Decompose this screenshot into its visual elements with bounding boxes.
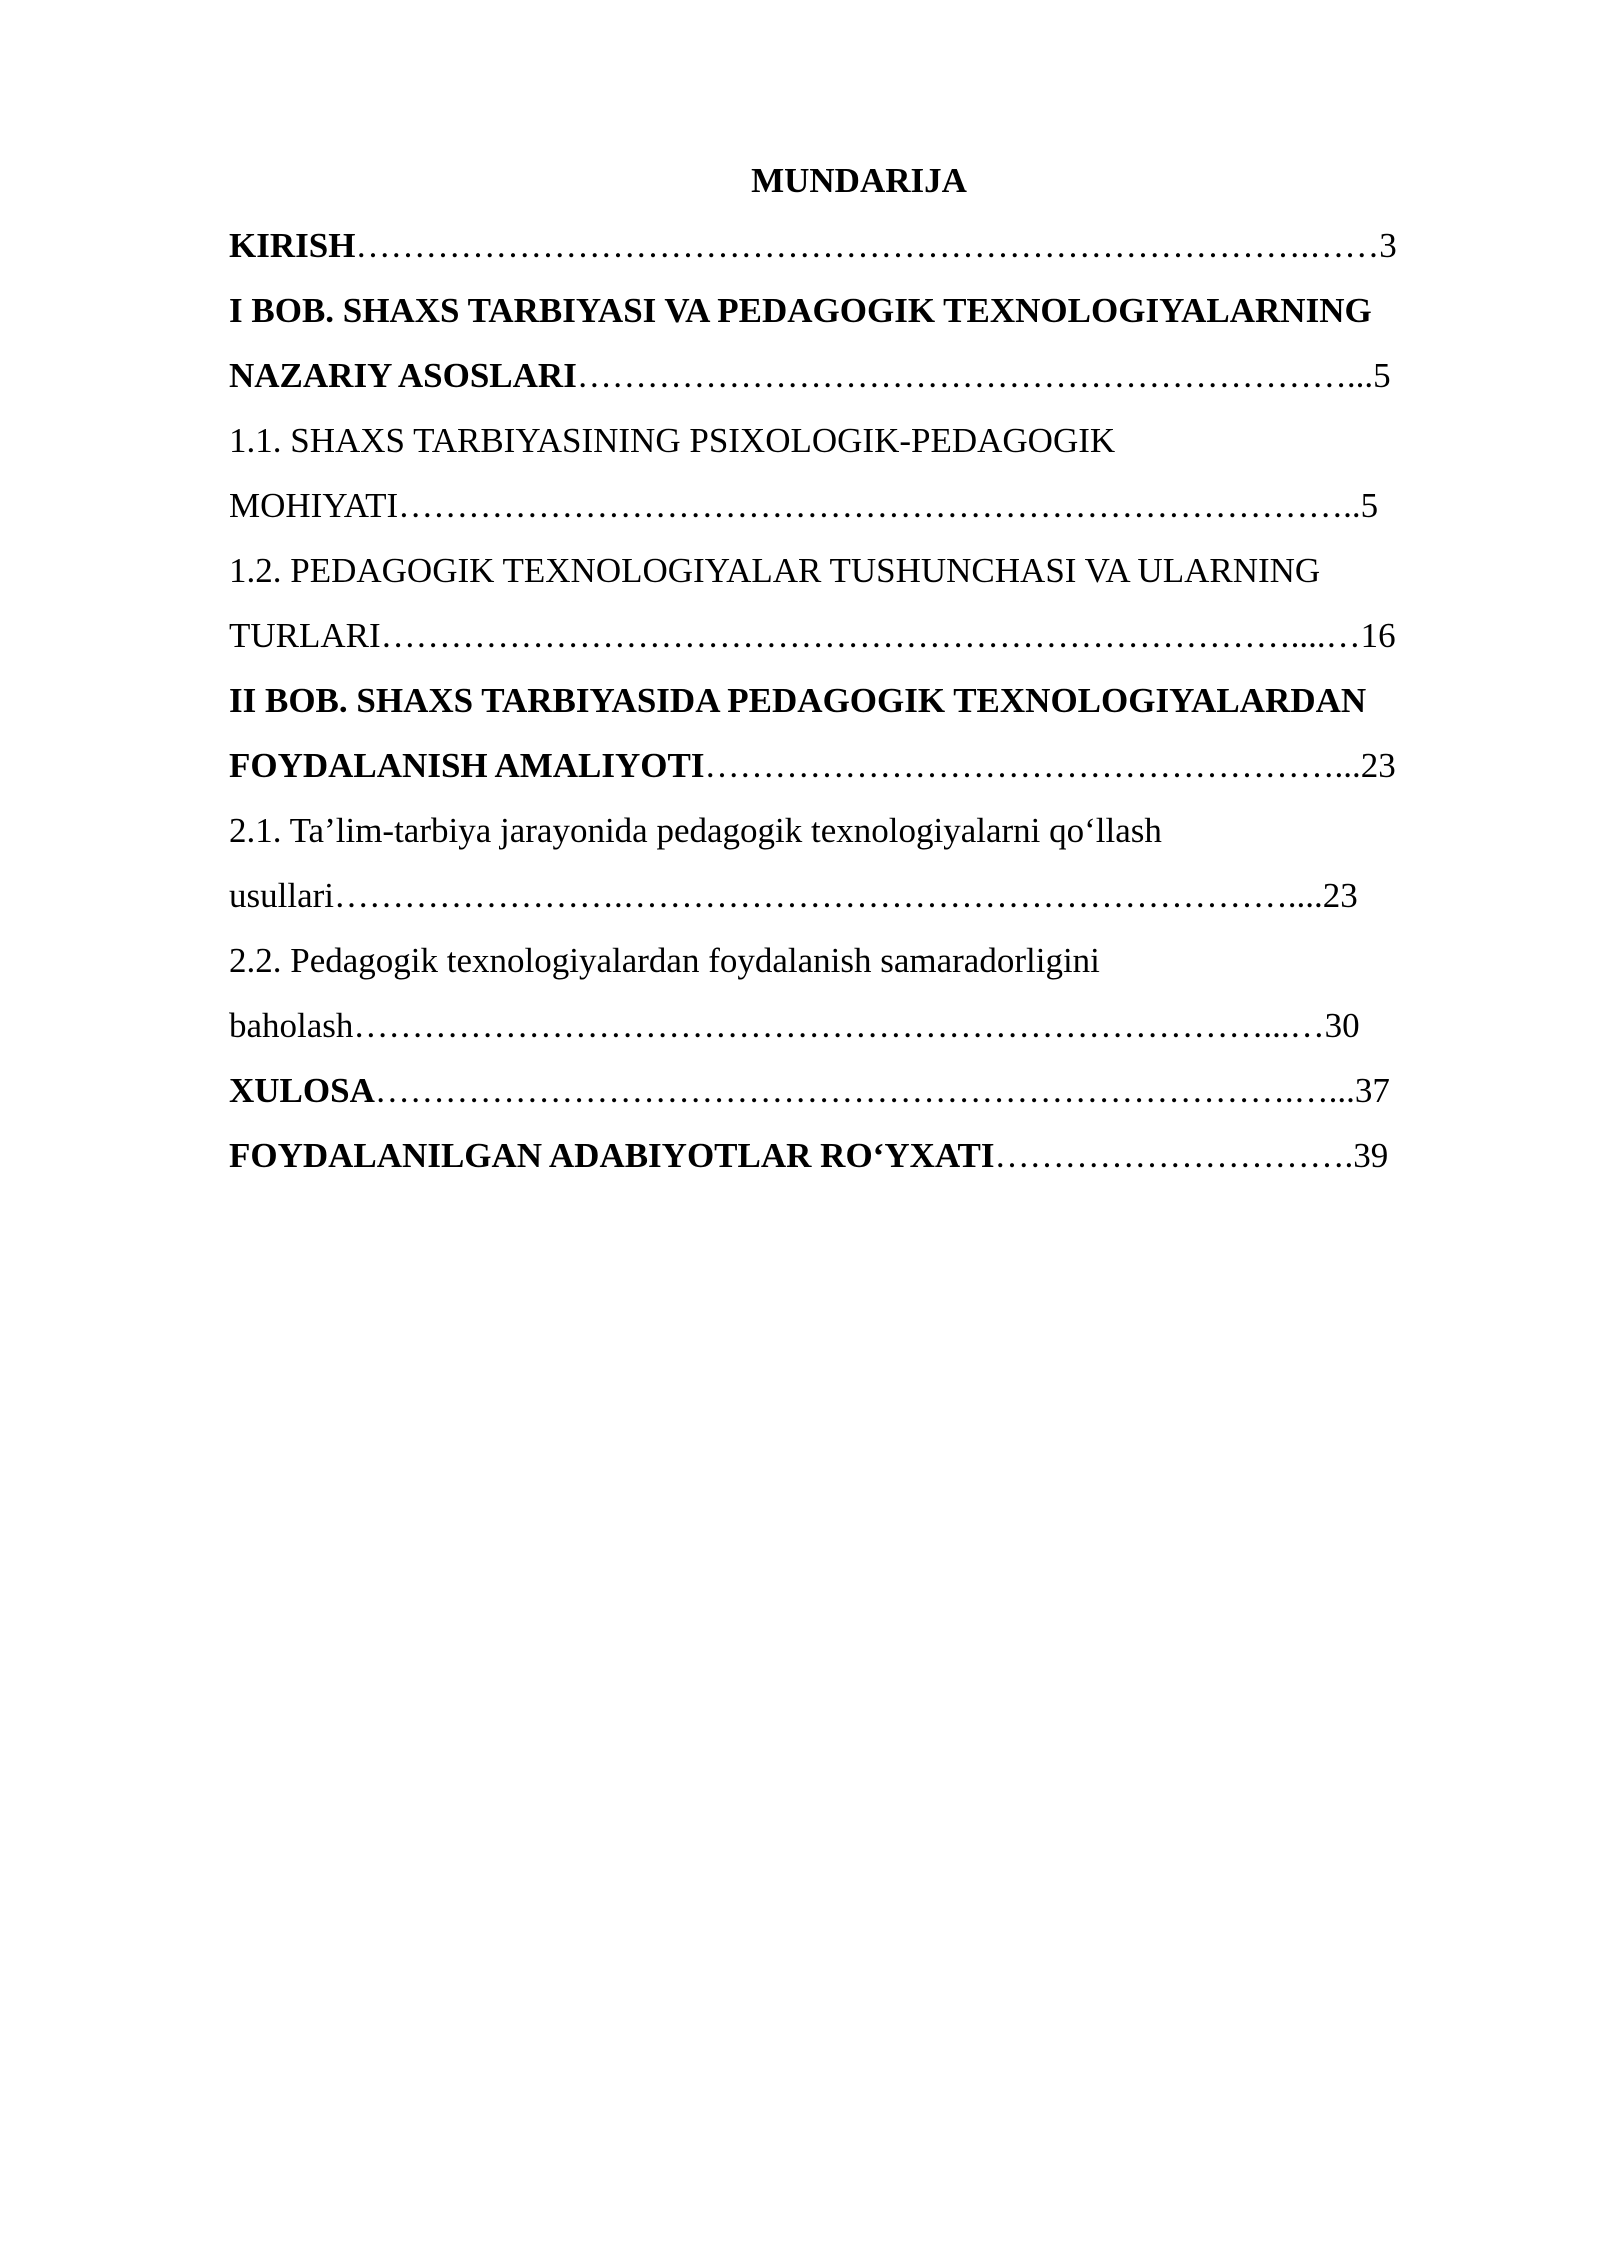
toc-entry-text: 2.2. Pedagogik texnologiyalardan foydalanish samaradorligini (229, 941, 1100, 980)
toc-leader: …………………….…………………………………………………....23 (333, 876, 1358, 915)
toc-leader: ……………………………………………………………………...…30 (353, 1006, 1360, 1045)
toc-leader: ………………………………………………...23 (704, 746, 1396, 785)
toc-entry-text: TURLARI (229, 616, 381, 655)
table-of-contents (229, 148, 1489, 1188)
toc-leader: ………………………….39 (994, 1136, 1389, 1175)
toc-entry-text: XULOSA (229, 1071, 375, 1110)
toc-entry-xulosa (229, 1058, 1489, 1123)
toc-entry-section-1-2 (229, 538, 1489, 603)
toc-leader: ……………………………………………………………………….……3 (355, 226, 1397, 265)
toc-entry-text: MOHIYATI (229, 486, 399, 525)
toc-entry-section-1-2-cont (229, 603, 1489, 668)
toc-entry-bibliography (229, 1123, 1489, 1188)
toc-entry-text: FOYDALANISH AMALIYOTI (229, 746, 705, 785)
toc-entry-text: usullari (229, 876, 334, 915)
toc-leader: ……………………………………………………………………....…16 (380, 616, 1396, 655)
toc-leader: …………………………………………………………………….…...37 (374, 1071, 1390, 1110)
toc-entry-kirish (229, 213, 1489, 278)
toc-entry-chapter-2-cont (229, 733, 1489, 798)
toc-leader: …………………………………………………………...5 (576, 356, 1391, 395)
toc-entry-section-2-1 (229, 798, 1489, 863)
toc-entry-text: II BOB. SHAXS TARBIYASIDA PEDAGOGIK TEXNOLOGIYALARDAN (229, 681, 1367, 720)
toc-entry-chapter-2 (229, 668, 1489, 733)
toc-entry-chapter-1 (229, 278, 1489, 343)
toc-entry-text: 1.2. PEDAGOGIK TEXNOLOGIYALAR TUSHUNCHASI VA ULARNING (229, 551, 1321, 590)
toc-entry-text: FOYDALANILGAN ADABIYOTLAR RO‘YXATI (229, 1136, 995, 1175)
toc-entry-section-2-1-cont (229, 863, 1489, 928)
toc-entry-section-1-1 (229, 408, 1489, 473)
toc-entry-text: 2.1. Ta’lim-tarbiya jarayonida pedagogik texnologiyalarni qo‘llash (229, 811, 1162, 850)
toc-entry-section-2-2 (229, 928, 1489, 993)
toc-entry-section-2-2-cont (229, 993, 1489, 1058)
toc-leader: ………………………………………………………………………..5 (398, 486, 1379, 525)
toc-title: MUNDARIJA (751, 161, 967, 200)
toc-entry-text: 1.1. SHAXS TARBIYASINING PSIXOLOGIK-PEDAGOGIK (229, 421, 1116, 460)
toc-entry-chapter-1-cont (229, 343, 1489, 408)
toc-entry-text: KIRISH (229, 226, 356, 265)
toc-entry-section-1-1-cont (229, 473, 1489, 538)
toc-entry-text: baholash (229, 1006, 354, 1045)
toc-entry-text: NAZARIY ASOSLARI (229, 356, 577, 395)
toc-entry-text: I BOB. SHAXS TARBIYASI VA PEDAGOGIK TEXNOLOGIYALARNING (229, 291, 1372, 330)
